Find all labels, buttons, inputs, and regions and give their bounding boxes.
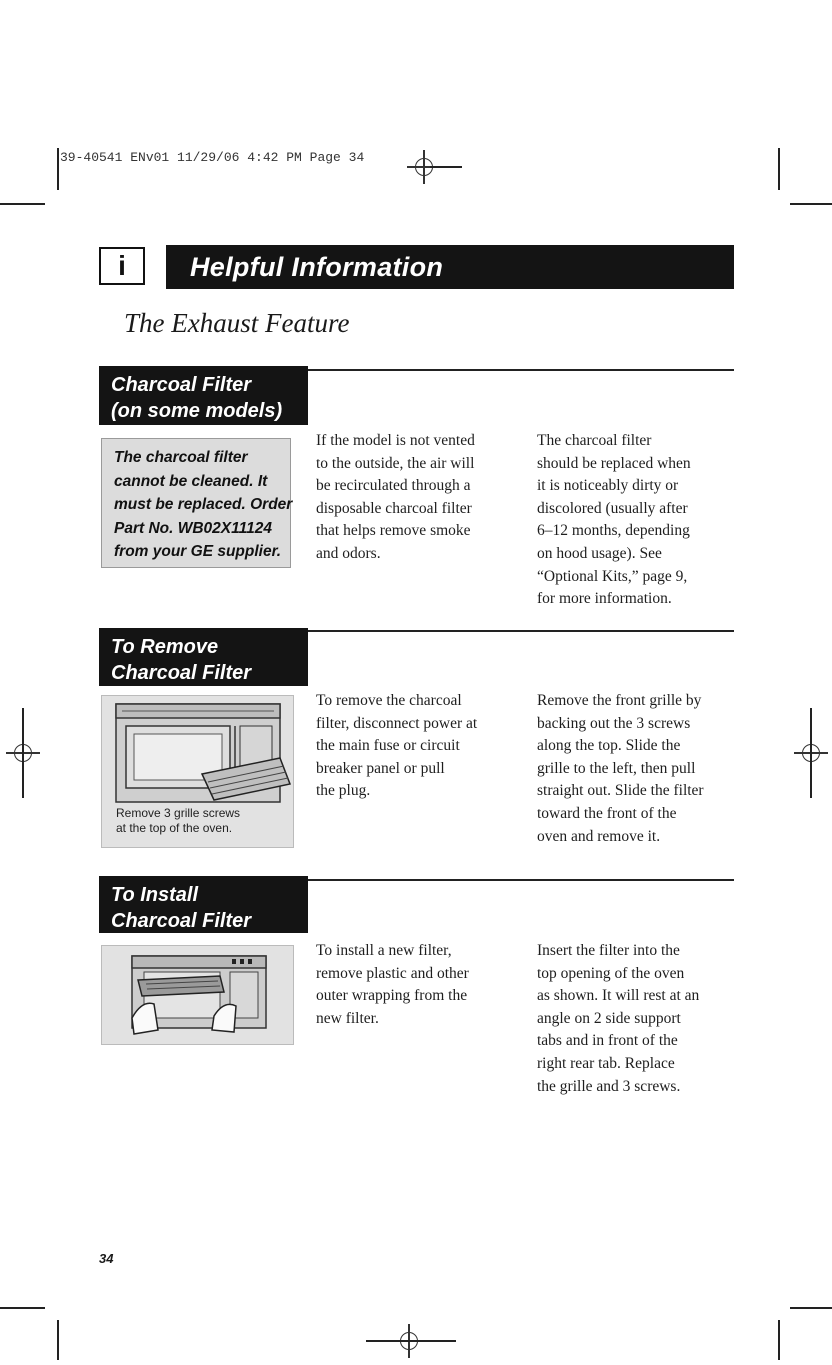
page-number: 34 (99, 1251, 114, 1266)
crop-mark (790, 203, 832, 205)
page-header-banner (166, 245, 734, 289)
figure-caption: at the top of the oven. (116, 821, 233, 835)
crop-mark (57, 148, 59, 190)
body-text: Insert the filter into the top opening of the oven as shown. It will rest at an angle on 2 side support tabs and in front of the right rear tab. Replace the grille and 3 screws. (537, 942, 700, 1095)
crop-mark (430, 166, 462, 168)
section-heading-install-filter: To Install Charcoal Filter (99, 876, 308, 933)
body-text: The charcoal filter should be replaced when it is noticeably dirty or discolored (usually after 6–12 months, depending on hood usage). See “Optional Kits,” page 9, for more information. (537, 432, 691, 608)
section-rule (308, 630, 734, 632)
crop-mark (57, 1320, 59, 1360)
figure-caption: Remove 3 grille screws (116, 806, 241, 820)
page-title: Helpful Information (190, 251, 444, 282)
crop-mark (0, 203, 45, 205)
info-icon: i (99, 247, 145, 285)
section-rule (308, 879, 734, 881)
crop-mark (810, 708, 812, 798)
oven-grille-illustration (101, 695, 294, 848)
body-text: To install a new filter, remove plastic and other outer wrapping from the new filter. (316, 942, 469, 1027)
replacement-note: The charcoal filter cannot be cleaned. It must be replaced. Order Part No. WB02X11124 from your GE supplier. (101, 438, 291, 568)
section-rule (308, 369, 734, 371)
crop-mark (790, 1307, 832, 1309)
body-text: Remove the front grille by backing out the 3 screws along the top. Slide the grille to the left, then pull straight out. Slide the filter toward the front of the oven and remove it. (537, 692, 704, 845)
print-slug: 39-40541 ENv01 11/29/06 4:42 PM Page 34 (60, 150, 365, 165)
crop-mark (778, 1320, 780, 1360)
page-subtitle: The Exhaust Feature (124, 308, 350, 338)
crop-mark (366, 1340, 456, 1342)
filter-install-illustration (101, 945, 294, 1045)
body-text: To remove the charcoal filter, disconnect power at the main fuse or circuit breaker panel or pull the plug. (316, 692, 478, 800)
crop-mark (0, 1307, 45, 1309)
section-heading-remove-filter: To Remove Charcoal Filter (99, 628, 308, 686)
section-heading-charcoal-filter: Charcoal Filter (on some models) (99, 366, 308, 425)
crop-mark (778, 148, 780, 190)
body-text: If the model is not vented to the outside, the air will be recirculated through a disposable charcoal filter that helps remove smoke and odors. (316, 432, 475, 562)
crop-mark (22, 708, 24, 798)
